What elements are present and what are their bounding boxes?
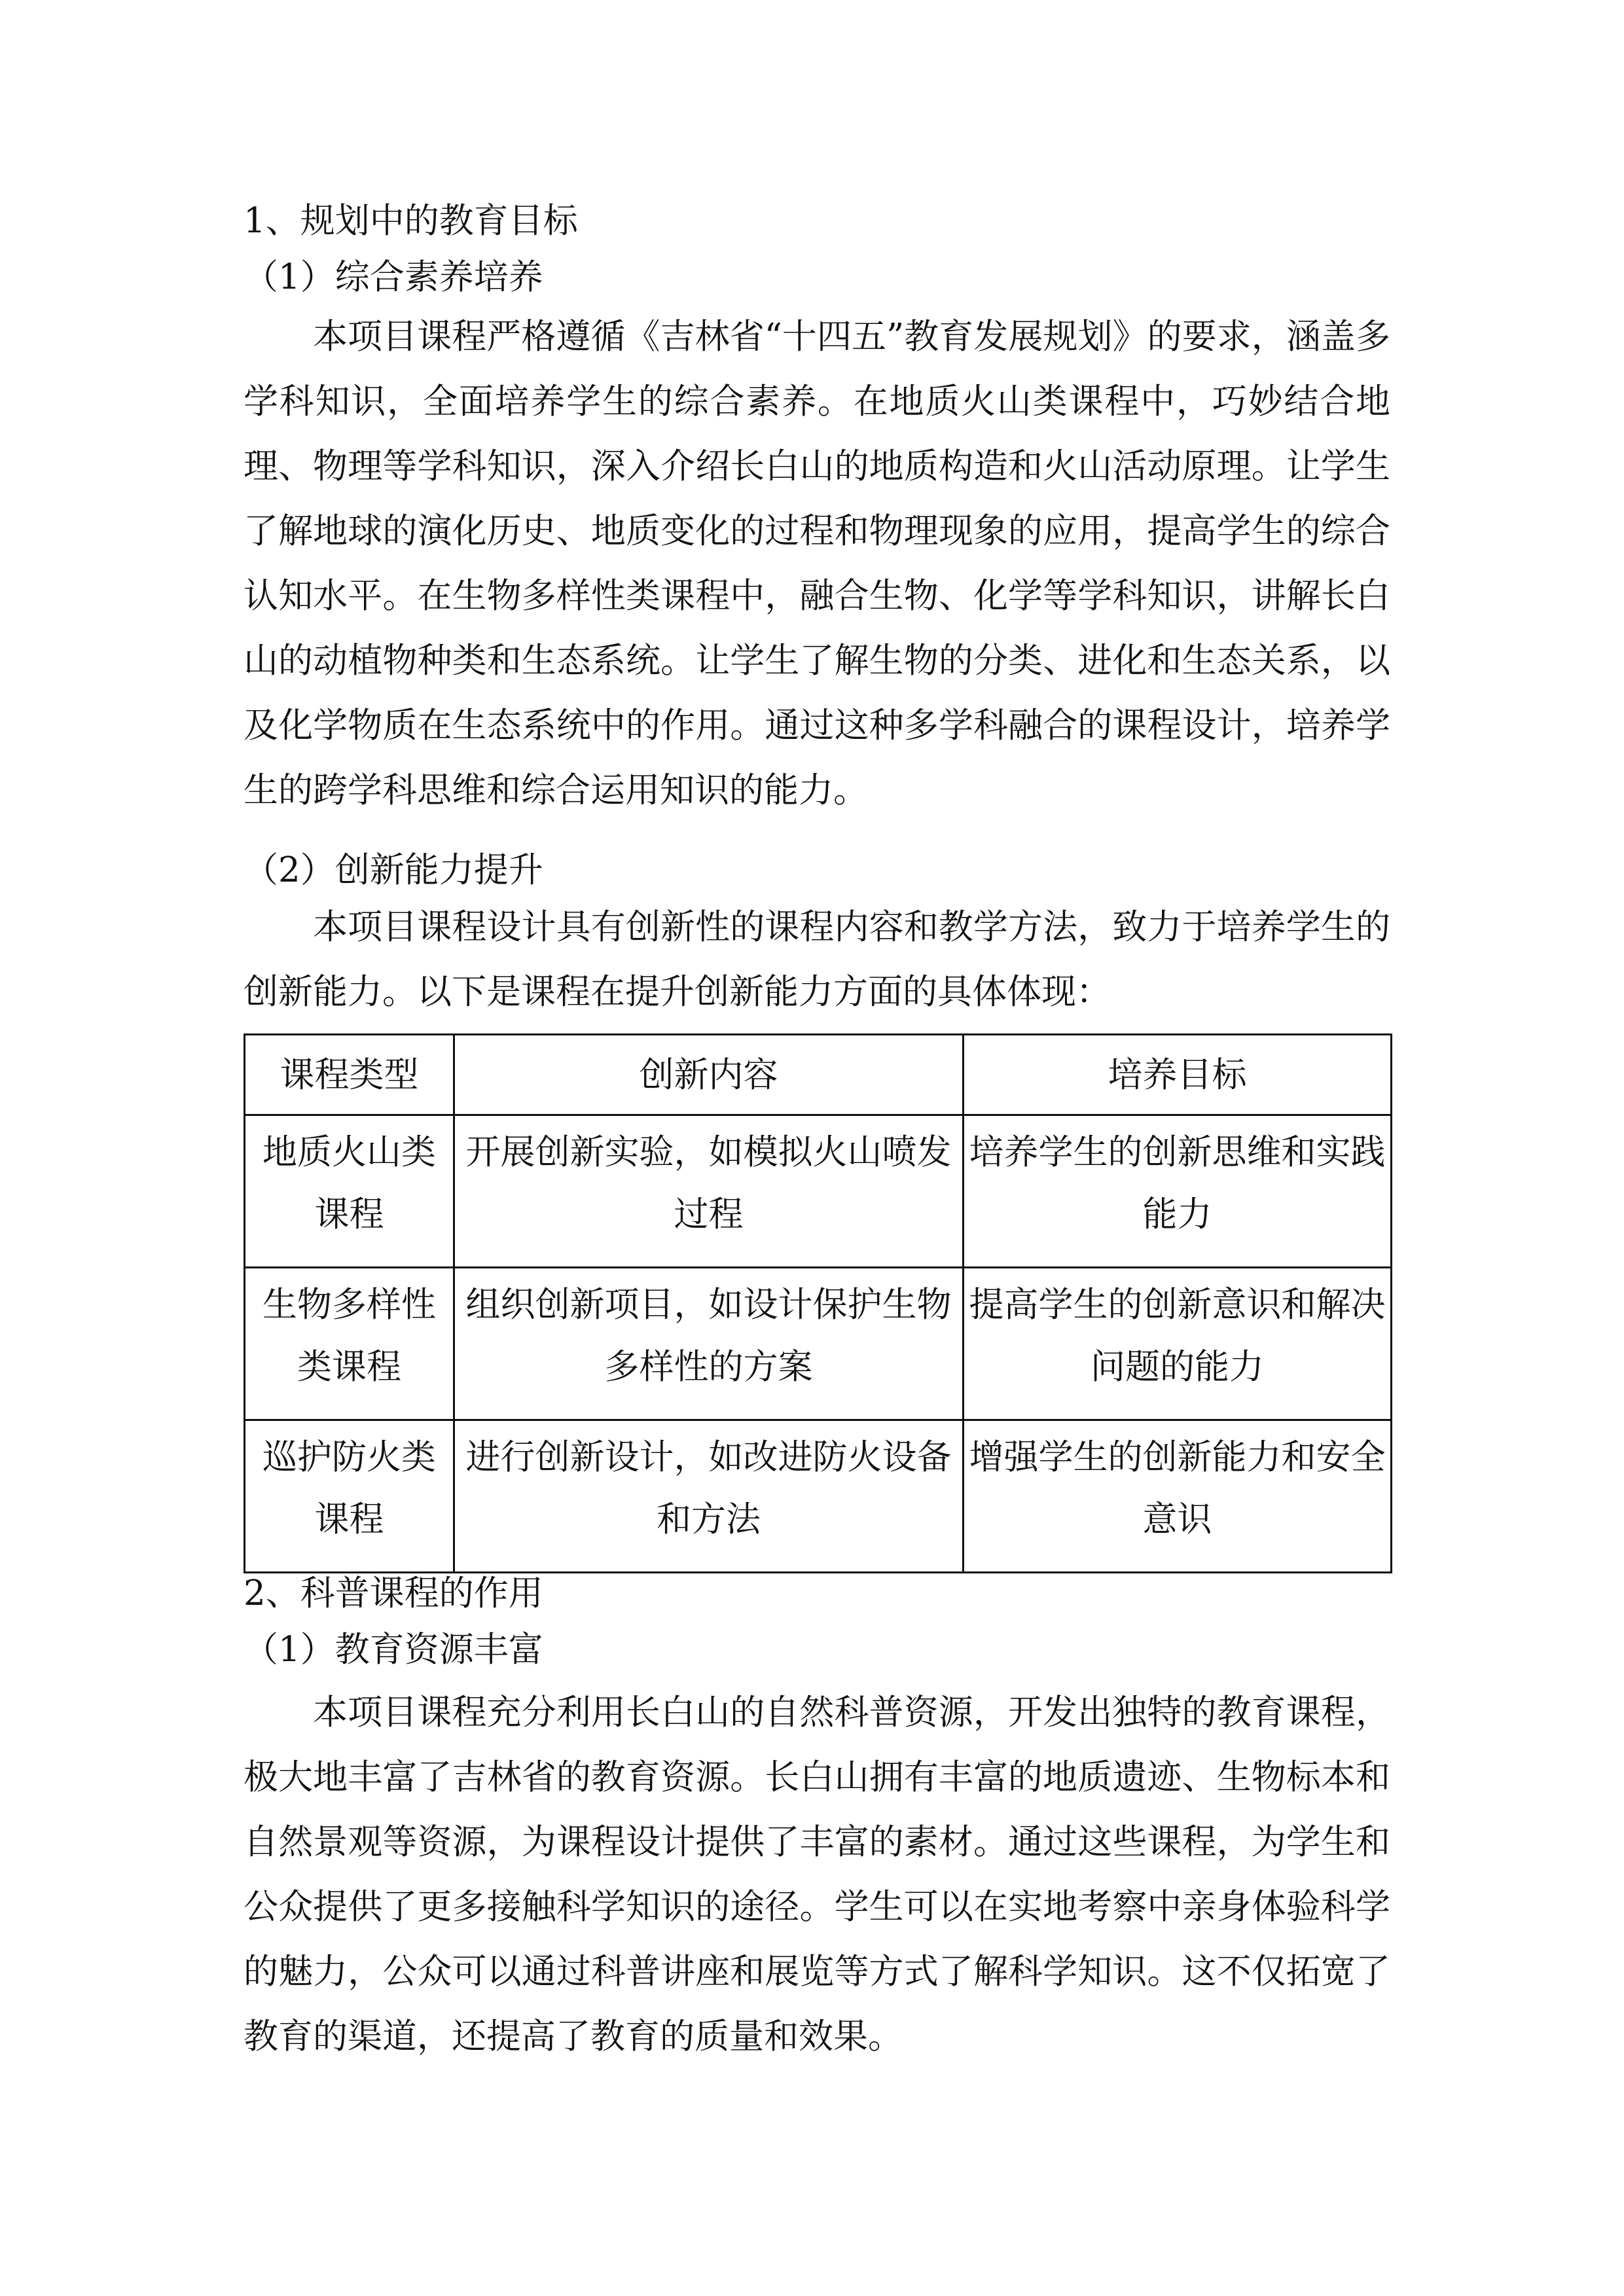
section-1-2-heading: （2）创新能力提升 xyxy=(244,850,543,890)
section-1-1-paragraph: 本项目课程严格遵循《吉林省“十四五”教育发展规划》的要求，涵盖多学科知识，全面培养学生的综合素养。在地质火山类课程中，巧妙结合地理、物理等学科知识，深入介绍长白山的地质构造和火山活动原理。让学生了解地球的演化历史、地质变化的过程和物理现象的应用，提高学生的综合认知水平。在生物多样性类课程中，融合生物、化学等学科知识，讲解长白山的动植物种类和生态系统。让学生了解生物的分类、进化和生态关系，以及化学物质在生态系统中的作用。通过这种多学科融合的课程设计，培养学生的跨学科思维和综合运用知识的能力。 xyxy=(244,317,1390,810)
table-row xyxy=(245,1268,1392,1420)
table-cell: 地质火山类课程 xyxy=(245,1115,454,1268)
table-cell: 培养学生的创新思维和实践能力 xyxy=(964,1115,1392,1268)
table-cell: 组织创新项目，如设计保护生物多样性的方案 xyxy=(454,1268,964,1420)
section-1-heading: 1、规划中的教育目标 xyxy=(244,201,578,241)
table-header-row xyxy=(245,1035,1392,1115)
table-cell: 进行创新设计，如改进防火设备和方法 xyxy=(454,1420,964,1573)
table-cell: 巡护防火类课程 xyxy=(245,1420,454,1573)
table-header-cell: 创新内容 xyxy=(454,1035,964,1115)
table-row xyxy=(245,1420,1392,1573)
table-header-cell: 培养目标 xyxy=(964,1035,1392,1115)
section-2-heading: 2、科普课程的作用 xyxy=(244,1573,543,1613)
table-row xyxy=(245,1115,1392,1268)
innovation-table xyxy=(244,1033,1392,1573)
section-2-1-heading: （1）教育资源丰富 xyxy=(244,1630,543,1670)
section-1-2-paragraph: 本项目课程设计具有创新性的课程内容和教学方法，致力于培养学生的创新能力。以下是课程在提升创新能力方面的具体体现： xyxy=(244,907,1390,1012)
table-cell: 生物多样性类课程 xyxy=(245,1268,454,1420)
section-1-1-heading: （1）综合素养培养 xyxy=(244,257,543,297)
table-cell: 增强学生的创新能力和安全意识 xyxy=(964,1420,1392,1573)
table-cell: 提高学生的创新意识和解决问题的能力 xyxy=(964,1268,1392,1420)
table-cell: 开展创新实验，如模拟火山喷发过程 xyxy=(454,1115,964,1268)
section-2-1-paragraph: 本项目课程充分利用长白山的自然科普资源，开发出独特的教育课程，极大地丰富了吉林省的教育资源。长白山拥有丰富的地质遗迹、生物标本和自然景观等资源，为课程设计提供了丰富的素材。通过这些课程，为学生和公众提供了更多接触科学知识的途径。学生可以在实地考察中亲身体验科学的魅力，公众可以通过科普讲座和展览等方式了解科学知识。这不仅拓宽了教育的渠道，还提高了教育的质量和效果。 xyxy=(244,1693,1390,2056)
table-header-cell: 课程类型 xyxy=(245,1035,454,1115)
